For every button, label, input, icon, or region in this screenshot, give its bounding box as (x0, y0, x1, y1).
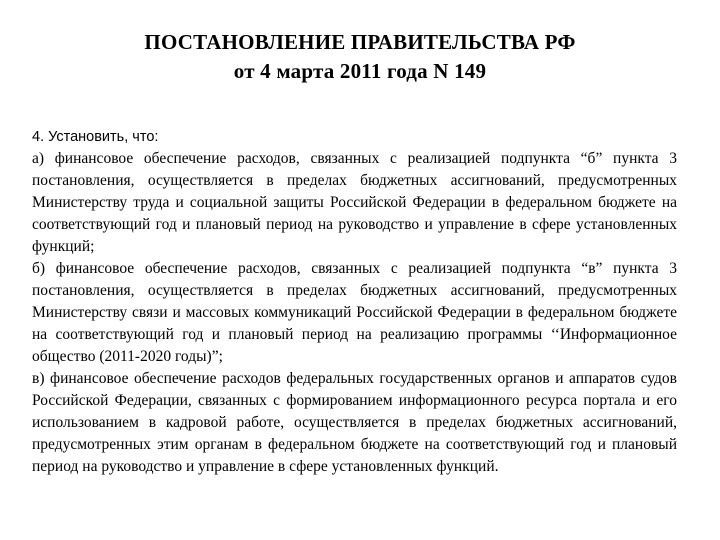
title-line-date: от 4 марта 2011 года N 149 (233, 59, 487, 83)
clause-item-a: а) финансовое обеспечение расходов, связанных с реализацией подпункта “б” пункта 3 постановления, осуществляется в пределах бюджетных ассигнований, предусмотренных Министерству труда и социальной защиты Российской Федерации в федеральном бюджете на соответствующий год и плановый период на руководство и управление в сфере установленных функций; (32, 150, 677, 255)
document-title (0, 28, 720, 86)
clause-item-b: б) финансовое обеспечение расходов, связанных с реализацией подпункта “в” пункта 3 постановления, осуществляется в пределах бюджетных ассигнований, предусмотренных Министерству связи и массовых коммуникаций Российской Федерации в федеральном бюджете на соответствующий год и плановый период на реализацию программы ‘‘Информационное общество (2011-2020 годы)”; (32, 260, 677, 365)
document-body (32, 126, 677, 478)
clause-item-v: в) финансовое обеспечение расходов федеральных государственных органов и аппаратов судов Российской Федерации, связанных с формированием информационного ресурса портала и его использованием в кадровой работе, осуществляется в пределах бюджетных ассигнований, предусмотренных этим органам в федеральном бюджете на соответствующий год и плановый период на руководство и управление в сфере установленных функций. (32, 370, 677, 475)
clause-intro: 4. Установить, что: (32, 129, 159, 145)
title-line-decree: ПОСТАНОВЛЕНИЕ ПРАВИТЕЛЬСТВА РФ (144, 30, 576, 54)
